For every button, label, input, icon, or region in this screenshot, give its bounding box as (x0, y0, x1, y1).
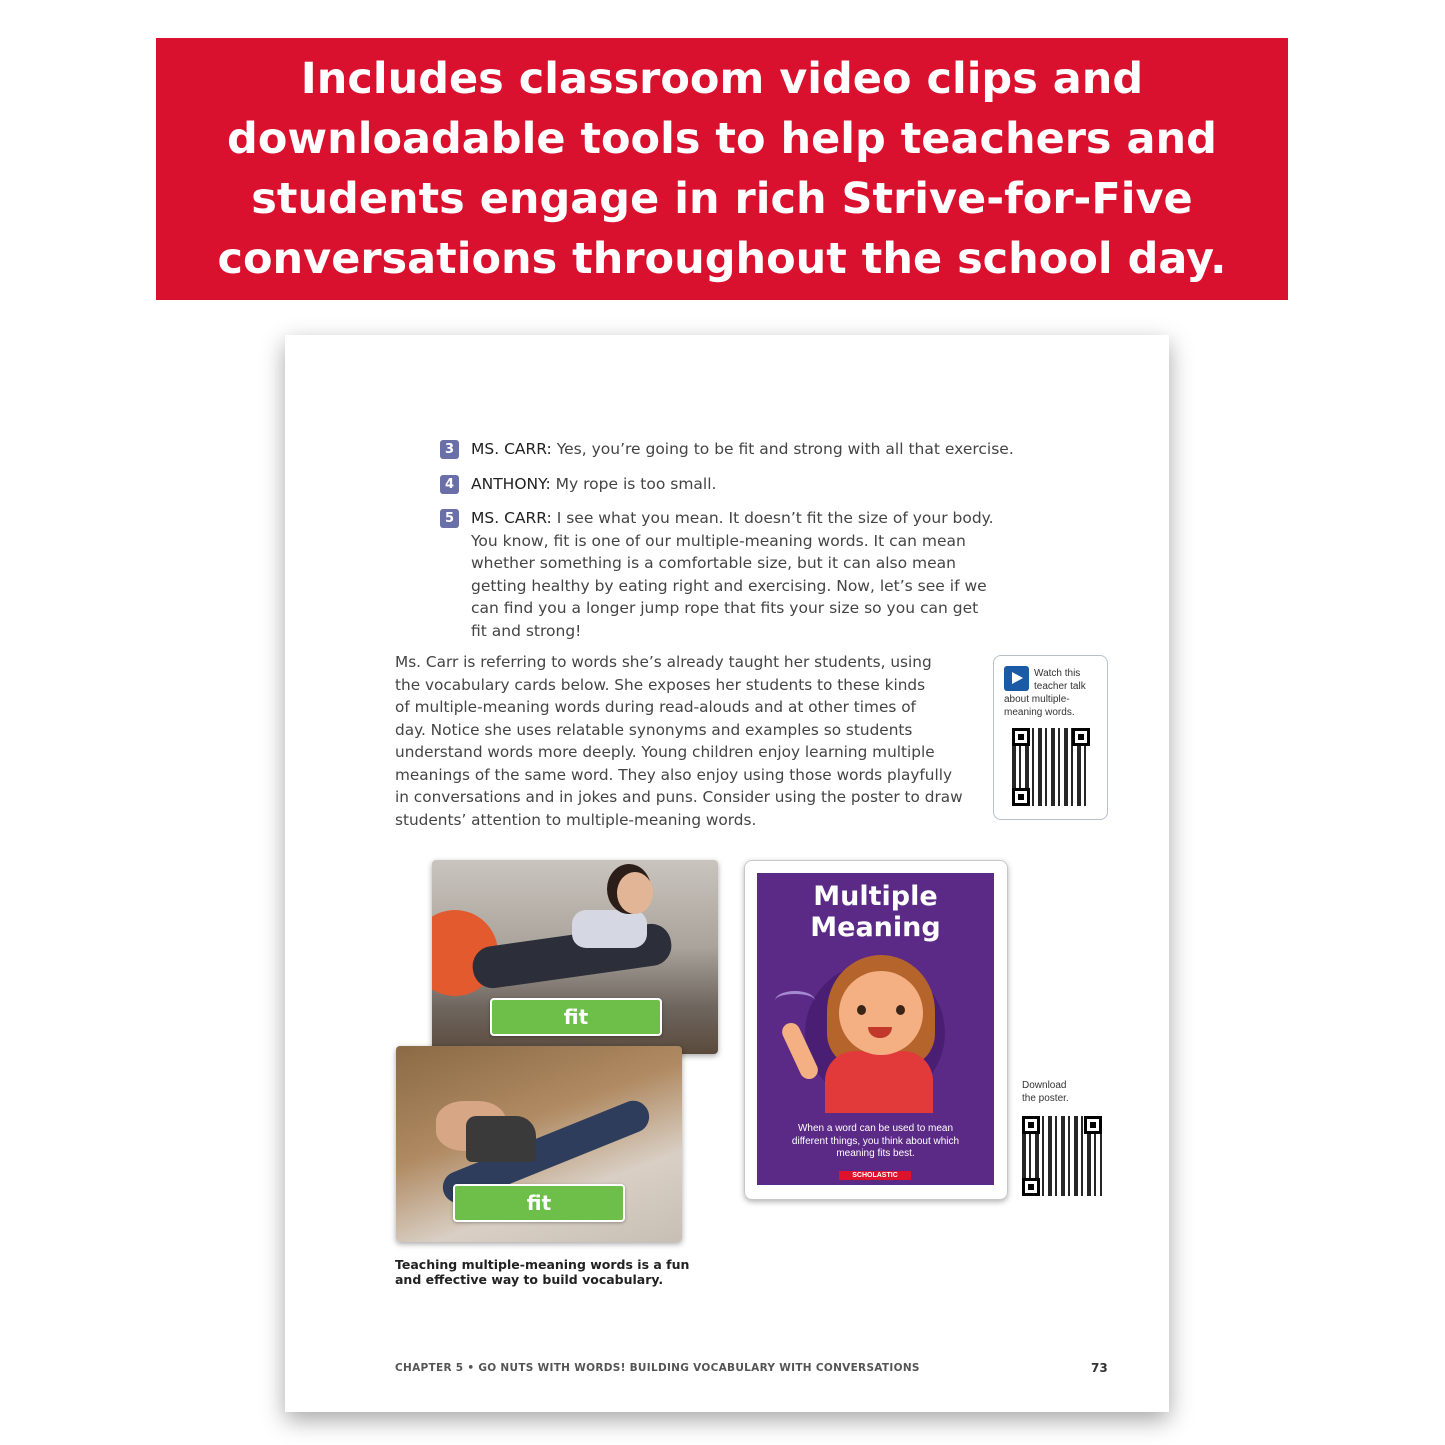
poster-text-line: When a word can be used to mean (797, 1123, 954, 1134)
caption-line: the poster. (1022, 1093, 1069, 1104)
line-number-badge: 3 (440, 440, 459, 459)
dialogue-list (440, 438, 1020, 654)
poster-title-line: Multiple (813, 881, 938, 912)
girl-eye (857, 1005, 866, 1015)
line-number-badge: 5 (440, 509, 459, 528)
dialogue-text: I see what you mean. It doesn’t fit the size of your body. You know, fit is one of our multiple-meaning words. It can mean whether something is a comfortable size, but it can also mean getting healthy by eating right and exercising. Now, let’s see if we can find you a longer jump rope that fits your size so you can get fit and strong! (471, 509, 994, 640)
poster-title-line: Meaning (810, 912, 941, 943)
paragraph-line: of multiple-meaning words during read-alouds and at other times of (395, 698, 916, 716)
paragraph-line: in conversations and in jokes and puns. Consider using the poster to draw (395, 788, 963, 806)
book-page (285, 335, 1169, 1412)
qr-code-icon[interactable] (1012, 728, 1090, 806)
caption-line: Download (1022, 1080, 1067, 1091)
multiple-meaning-poster (757, 873, 994, 1185)
figure-shape (466, 1116, 536, 1162)
download-caption (1022, 1079, 1069, 1105)
photo-caption (395, 1257, 689, 1287)
caption-line: Teaching multiple-meaning words is a fun (395, 1257, 690, 1272)
video-caption (1004, 667, 1104, 719)
dialogue-text: Yes, you’re going to be fit and strong with all that exercise. (551, 440, 1014, 458)
speaker-name: MS. CARR: (471, 509, 552, 527)
paragraph-line: the vocabulary cards below. She exposes her students to these kinds (395, 675, 926, 694)
banner-line: downloadable tools to help teachers and (227, 114, 1217, 164)
scholastic-logo: SCHOLASTIC (839, 1171, 911, 1180)
page-number: 73 (1091, 1361, 1108, 1375)
poster-text-line: meaning fits best. (836, 1148, 915, 1159)
banner-line: Includes classroom video clips and (300, 54, 1144, 104)
girl-face (839, 971, 923, 1055)
poster-frame (744, 860, 1008, 1200)
caption-line: Watch this (1034, 668, 1081, 679)
vocab-word-label: fit (490, 998, 662, 1036)
speaker-name: ANTHONY: (471, 474, 551, 493)
poster-qr-code-icon[interactable] (1022, 1116, 1102, 1196)
chapter-footer: CHAPTER 5 • GO NUTS WITH WORDS! BUILDING VOCABULARY WITH CONVERSATIONS (395, 1362, 920, 1374)
figure-shape (617, 872, 653, 914)
dialogue-line (440, 473, 1020, 496)
dialogue-text: My rope is too small. (550, 474, 717, 493)
promo-banner (156, 38, 1288, 300)
dialogue-line (440, 438, 1020, 461)
banner-line: conversations throughout the school day. (217, 234, 1227, 284)
caption-line: meaning words. (1004, 707, 1075, 718)
caption-line: about multiple- (1004, 694, 1070, 705)
line-number-badge: 4 (440, 475, 459, 494)
speaker-name: MS. CARR: (471, 440, 552, 458)
caption-line: and effective way to build vocabulary. (395, 1272, 664, 1287)
body-paragraph (395, 651, 980, 831)
caption-line: teacher talk (1034, 681, 1086, 692)
banner-text (218, 49, 1227, 289)
paragraph-line: meanings of the same word. They also enjoy using those words playfully (395, 765, 953, 784)
paragraph-line: students’ attention to multiple-meaning words. (395, 810, 757, 829)
girl-eye (896, 1005, 905, 1015)
poster-title (757, 881, 994, 943)
banner-line: students engage in rich Strive-for-Five (251, 174, 1193, 224)
poster-text (777, 1123, 974, 1161)
poster-text-line: different things, you think about which (791, 1135, 960, 1147)
paragraph-line: day. Notice she uses relatable synonyms and examples so students (395, 720, 913, 739)
paragraph-line: Ms. Carr is referring to words she’s already taught her students, using (395, 653, 932, 671)
vocab-word-label: fit (453, 1184, 625, 1222)
paragraph-line: understand words more deeply. Young children enjoy learning multiple (395, 743, 935, 761)
dialogue-line (440, 507, 1020, 642)
video-qr-box[interactable] (993, 655, 1108, 820)
figure-shape (572, 910, 647, 948)
girl-body (825, 1051, 933, 1113)
swap-arrow-icon (775, 991, 815, 1010)
